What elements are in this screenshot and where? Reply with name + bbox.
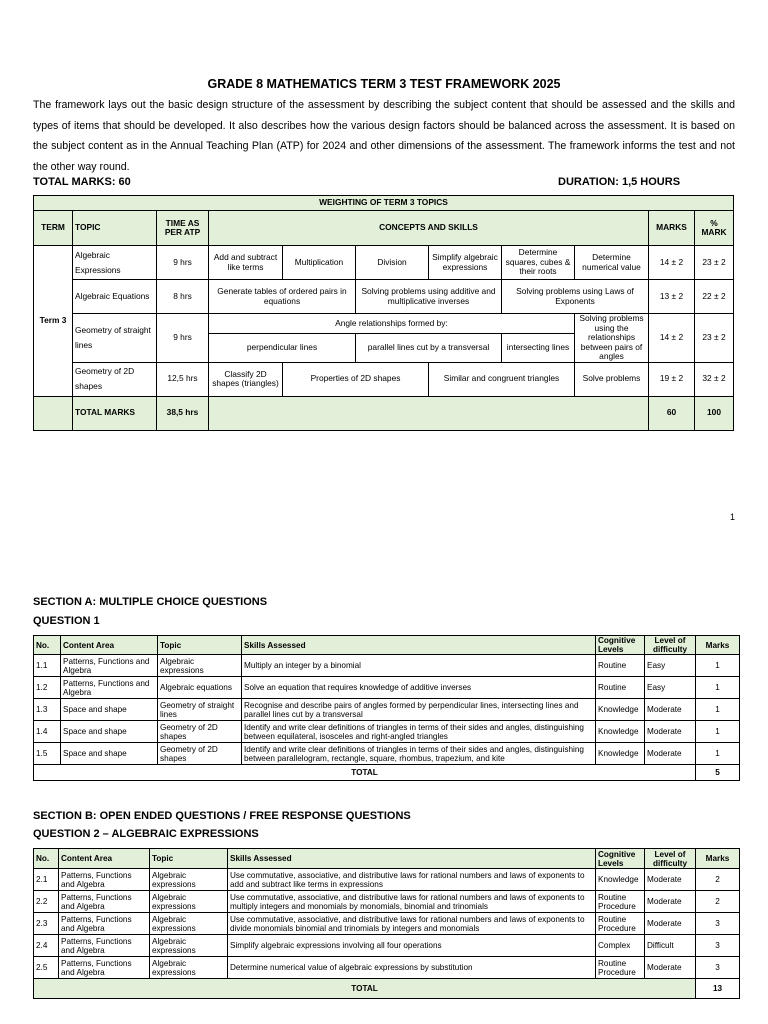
- cell-cognitive: Routine Procedure: [596, 957, 645, 979]
- intro-paragraph: The framework lays out the basic design structure of the assessment by describing the subject content that should be assessed and the skills and types of items that should be developed. It also describes how the various design factors should be balanced across the assessment. It is based on the subject content as in the Annual Teaching Plan (ATP) for 2024 and other dimensions of the assessment. The framework informs the test and not the other way round.: [33, 99, 735, 173]
- cell-content-area: Patterns, Functions and Algebra: [61, 655, 158, 677]
- total-value: 5: [696, 765, 740, 781]
- header-topic: Topic: [158, 636, 242, 655]
- cell-topic: Algebraic expressions: [150, 957, 228, 979]
- skill-cell: parallel lines cut by a transversal: [356, 334, 502, 362]
- angle-relationships-header: Angle relationships formed by:: [209, 314, 575, 334]
- topic-cell: Algebraic Equations: [73, 280, 157, 314]
- total-marks-cell: 60: [649, 396, 695, 430]
- cell-content-area: Space and shape: [61, 743, 158, 765]
- time-cell: 9 hrs: [157, 314, 209, 363]
- header-time: TIME AS PER ATP: [157, 211, 209, 246]
- skill-cell: Similar and congruent triangles: [429, 362, 575, 396]
- cell-marks: 1: [696, 655, 740, 677]
- skill-cell: Generate tables of ordered pairs in equations: [209, 280, 356, 314]
- cell-marks: 3: [696, 935, 740, 957]
- cell-topic: Algebraic expressions: [150, 891, 228, 913]
- cell-marks: 3: [696, 913, 740, 935]
- pct-cell: 23 ± 2: [695, 314, 734, 363]
- cell-skills: Identify and write clear definitions of triangles in terms of their sides and angles, distinguishing between equilateral, isosceles and right-angled triangles: [242, 721, 596, 743]
- duration: DURATION: 1,5 HOURS: [558, 176, 681, 188]
- total-marks: TOTAL MARKS: 60: [33, 176, 131, 188]
- cell-skills: Use commutative, associative, and distributive laws for rational numbers and laws of exponents to add and subtract like terms in expressions: [228, 869, 596, 891]
- table-row: [34, 721, 740, 743]
- cell-difficulty: Moderate: [645, 913, 696, 935]
- header-no: No.: [34, 636, 61, 655]
- cell-content-area: Patterns, Functions and Algebra: [59, 957, 150, 979]
- question-1-table: [33, 635, 740, 781]
- skill-cell: Solve problems: [575, 362, 649, 396]
- section-a-heading: SECTION A: MULTIPLE CHOICE QUESTIONS: [33, 596, 268, 608]
- skill-cell: Properties of 2D shapes: [283, 362, 429, 396]
- skill-cell: Division: [356, 246, 429, 280]
- header-marks: Marks: [696, 849, 740, 869]
- cell-cognitive: Routine: [596, 677, 645, 699]
- cell-cognitive: Knowledge: [596, 699, 645, 721]
- section-b-heading: SECTION B: OPEN ENDED QUESTIONS / FREE RESPONSE QUESTIONS: [33, 810, 411, 822]
- cell-no: 2.5: [34, 957, 59, 979]
- total-label: TOTAL: [34, 765, 696, 781]
- cell-topic: Geometry of 2D shapes: [158, 721, 242, 743]
- table-row: [34, 743, 740, 765]
- page-title: GRADE 8 MATHEMATICS TERM 3 TEST FRAMEWORK 2025: [207, 77, 561, 91]
- question-2-heading: QUESTION 2 – ALGEBRAIC EXPRESSIONS: [33, 828, 259, 840]
- header-cognitive: Cognitive Levels: [596, 636, 645, 655]
- header-difficulty: Level of difficulty: [645, 636, 696, 655]
- time-cell: 9 hrs: [157, 246, 209, 280]
- cell-cognitive: Knowledge: [596, 721, 645, 743]
- total-label: TOTAL MARKS: [73, 396, 157, 430]
- cell-skills: Use commutative, associative, and distributive laws for rational numbers and laws of exponents to multiply integers and monomials by monomials, binomial and trinomials: [228, 891, 596, 913]
- header-term: TERM: [34, 211, 73, 246]
- header-skills: Skills Assessed: [228, 849, 596, 869]
- header-topic: Topic: [150, 849, 228, 869]
- table-row: [34, 935, 740, 957]
- cell-difficulty: Moderate: [645, 891, 696, 913]
- table-row: [34, 913, 740, 935]
- question-1-heading: QUESTION 1: [33, 615, 100, 627]
- table-row: [34, 699, 740, 721]
- cell-difficulty: Moderate: [645, 957, 696, 979]
- cell-skills: Simplify algebraic expressions involving all four operations: [228, 935, 596, 957]
- cell-topic: Geometry of 2D shapes: [158, 743, 242, 765]
- skill-cell: Solving problems using the relationships between pairs of angles: [575, 314, 649, 363]
- term-cell: Term 3: [34, 246, 73, 397]
- cell-cognitive: Routine Procedure: [596, 891, 645, 913]
- skill-cell: Simplify algebraic expressions: [429, 246, 502, 280]
- cell-content-area: Patterns, Functions and Algebra: [59, 891, 150, 913]
- cell-content-area: Patterns, Functions and Algebra: [59, 869, 150, 891]
- table-row: [34, 655, 740, 677]
- cell-skills: Identify and write clear definitions of triangles in terms of their sides and angles, distinguishing between parallelogram, rectangle, square, rhombus, trapezium, and kite: [242, 743, 596, 765]
- total-value: 13: [696, 979, 740, 999]
- cell-no: 2.1: [34, 869, 59, 891]
- cell-content-area: Space and shape: [61, 721, 158, 743]
- skill-cell: perpendicular lines: [209, 334, 356, 362]
- cell-difficulty: Moderate: [645, 869, 696, 891]
- header-topic: TOPIC: [73, 211, 157, 246]
- cell-difficulty: Difficult: [645, 935, 696, 957]
- cell-marks: 1: [696, 699, 740, 721]
- topic-cell: Algebraic Expressions: [73, 246, 157, 280]
- header-content-area: Content Area: [59, 849, 150, 869]
- cell-no: 1.2: [34, 677, 61, 699]
- header-no: No.: [34, 849, 59, 869]
- cell-difficulty: Moderate: [645, 721, 696, 743]
- skill-cell: Solving problems using Laws of Exponents: [502, 280, 649, 314]
- cell-skills: Use commutative, associative, and distributive laws for rational numbers and laws of exponents to divide monomials binomial and trinomials by integers and monomials: [228, 913, 596, 935]
- skill-cell: Determine numerical value: [575, 246, 649, 280]
- pct-cell: 22 ± 2: [695, 280, 734, 314]
- cell-topic: Algebraic expressions: [158, 655, 242, 677]
- header-skills: Skills Assessed: [242, 636, 596, 655]
- cell-no: 1.1: [34, 655, 61, 677]
- weighting-table: [33, 195, 734, 431]
- table-row: [34, 891, 740, 913]
- cell-cognitive: Complex: [596, 935, 645, 957]
- total-time: 38,5 hrs: [157, 396, 209, 430]
- header-cognitive: Cognitive Levels: [596, 849, 645, 869]
- cell-cognitive: Routine: [596, 655, 645, 677]
- cell-cognitive: Knowledge: [596, 743, 645, 765]
- cell-cognitive: Routine Procedure: [596, 913, 645, 935]
- cell-topic: Algebraic expressions: [150, 913, 228, 935]
- cell-content-area: Patterns, Functions and Algebra: [59, 935, 150, 957]
- cell-no: 1.3: [34, 699, 61, 721]
- cell-marks: 2: [696, 869, 740, 891]
- cell-content-area: Patterns, Functions and Algebra: [59, 913, 150, 935]
- cell-no: 2.3: [34, 913, 59, 935]
- skill-cell: Classify 2D shapes (triangles): [209, 362, 283, 396]
- header-difficulty: Level of difficulty: [645, 849, 696, 869]
- header-pct: % MARK: [695, 211, 734, 246]
- pct-cell: 32 ± 2: [695, 362, 734, 396]
- table-row: [34, 957, 740, 979]
- header-marks: MARKS: [649, 211, 695, 246]
- marks-cell: 14 ± 2: [649, 314, 695, 363]
- cell-topic: Algebraic expressions: [150, 935, 228, 957]
- cell-marks: 3: [696, 957, 740, 979]
- cell-no: 1.5: [34, 743, 61, 765]
- cell-skills: Recognise and describe pairs of angles formed by perpendicular lines, intersecting lines and parallel lines cut by a transversal: [242, 699, 596, 721]
- cell-marks: 1: [696, 721, 740, 743]
- total-pct-cell: 100: [695, 396, 734, 430]
- cell-marks: 1: [696, 677, 740, 699]
- cell-skills: Determine numerical value of algebraic expressions by substitution: [228, 957, 596, 979]
- cell-difficulty: Easy: [645, 677, 696, 699]
- cell-cognitive: Knowledge: [596, 869, 645, 891]
- question-2-table: [33, 848, 740, 999]
- cell-marks: 2: [696, 891, 740, 913]
- table-row: [34, 677, 740, 699]
- time-cell: 12,5 hrs: [157, 362, 209, 396]
- skill-cell: Determine squares, cubes & their roots: [502, 246, 575, 280]
- time-cell: 8 hrs: [157, 280, 209, 314]
- total-label: TOTAL: [34, 979, 696, 999]
- pct-cell: 23 ± 2: [695, 246, 734, 280]
- topic-cell: Geometry of 2D shapes: [73, 362, 157, 396]
- cell-difficulty: Easy: [645, 655, 696, 677]
- page-number: 1: [729, 512, 735, 522]
- cell-content-area: Space and shape: [61, 699, 158, 721]
- weighting-caption: WEIGHTING OF TERM 3 TOPICS: [34, 196, 734, 211]
- cell-marks: 1: [696, 743, 740, 765]
- skill-cell: intersecting lines: [502, 334, 575, 362]
- skill-cell: Solving problems using additive and multiplicative inverses: [356, 280, 502, 314]
- cell-difficulty: Moderate: [645, 743, 696, 765]
- cell-no: 2.2: [34, 891, 59, 913]
- cell-content-area: Patterns, Functions and Algebra: [61, 677, 158, 699]
- cell-skills: Solve an equation that requires knowledge of additive inverses: [242, 677, 596, 699]
- cell-topic: Algebraic equations: [158, 677, 242, 699]
- header-marks: Marks: [696, 636, 740, 655]
- cell-no: 1.4: [34, 721, 61, 743]
- cell-topic: Algebraic expressions: [150, 869, 228, 891]
- cell-no: 2.4: [34, 935, 59, 957]
- cell-difficulty: Moderate: [645, 699, 696, 721]
- marks-cell: 13 ± 2: [649, 280, 695, 314]
- header-concepts: CONCEPTS AND SKILLS: [209, 211, 649, 246]
- skill-cell: Multiplication: [283, 246, 356, 280]
- table-row: [34, 869, 740, 891]
- marks-cell: 19 ± 2: [649, 362, 695, 396]
- topic-cell: Geometry of straight lines: [73, 314, 157, 363]
- header-content-area: Content Area: [61, 636, 158, 655]
- skill-cell: Add and subtract like terms: [209, 246, 283, 280]
- marks-cell: 14 ± 2: [649, 246, 695, 280]
- cell-skills: Multiply an integer by a binomial: [242, 655, 596, 677]
- cell-topic: Geometry of straight lines: [158, 699, 242, 721]
